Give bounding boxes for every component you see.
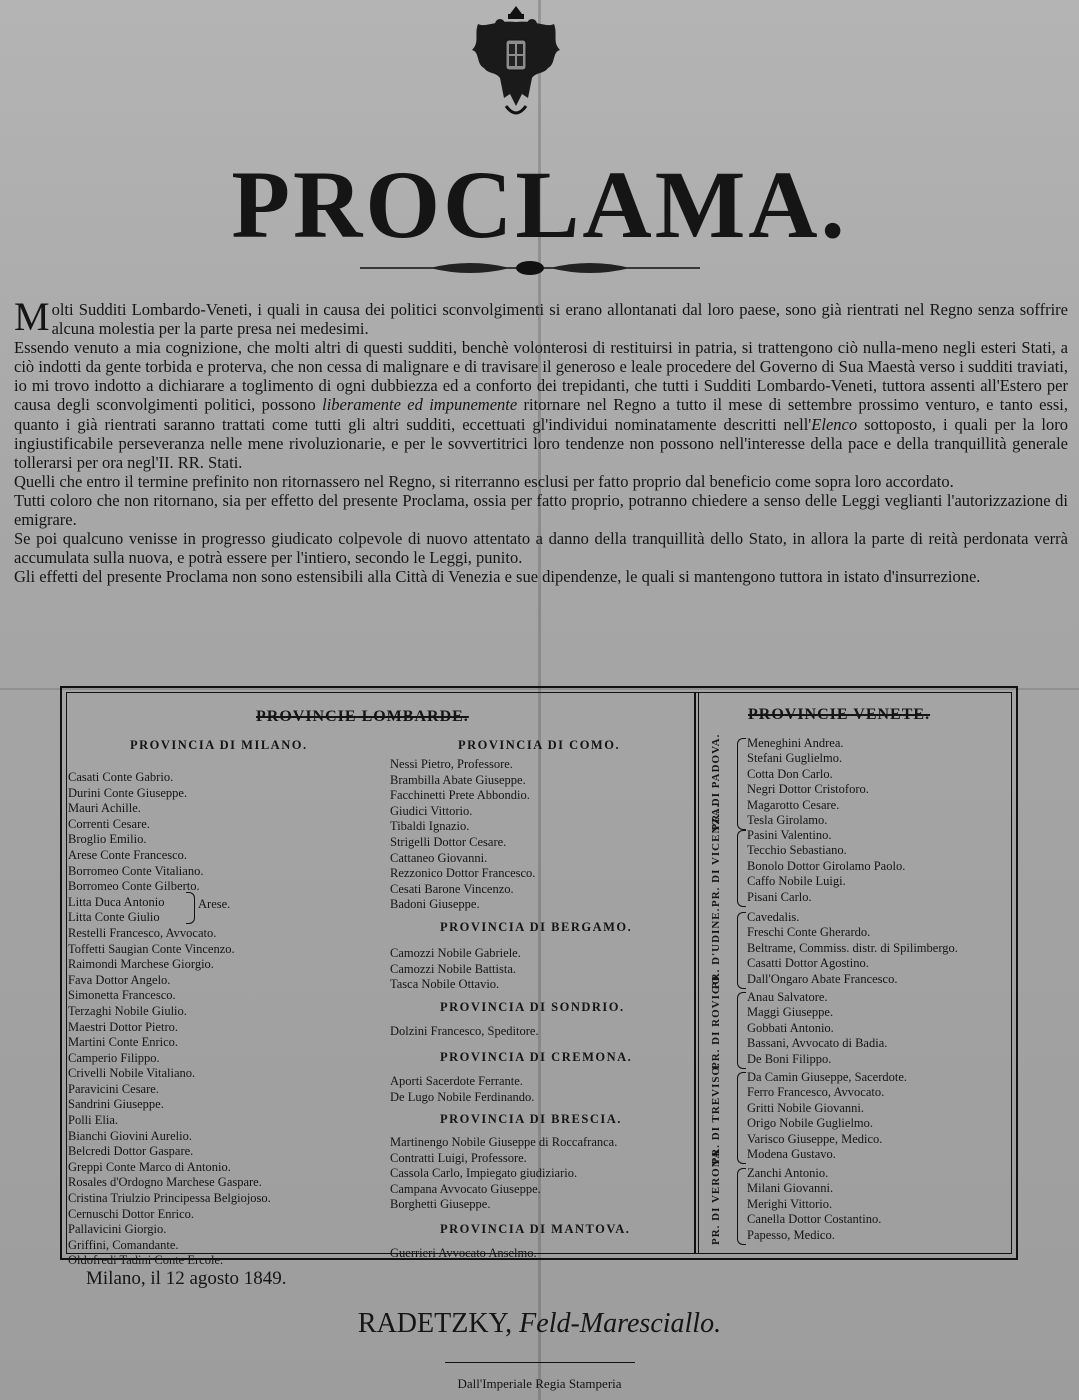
venete-province-list [747,1166,881,1243]
province-cremona-list [390,1074,534,1105]
person-name: Borghetti Giuseppe. [390,1197,491,1212]
person-name: Maestri Dottor Pietro. [68,1019,179,1034]
paragraph-4: Tutti coloro che non ritornano, sia per effetto del presente Proclama, ossia per fatto proprio, potranno chiedere a senso delle Leggi veglianti l'autorizzazione di emigrare. [14,490,1068,530]
person-name: Maggi Giuseppe. [747,1005,834,1020]
venete-brace [737,912,746,989]
person-name: Restelli Francesco, Avvocato. [68,925,217,940]
person-name: Cassola Carlo, Impiegato giudiziario. [390,1166,578,1181]
person-name: Magarotto Cesare. [747,797,840,812]
person-name: Contratti Luigi, Professore. [390,1150,527,1165]
venete-province-label: PR. DI TREVISO. [710,1062,722,1165]
person-name: Anau Salvatore. [747,990,828,1004]
venete-province-list [747,990,887,1067]
person-name: Toffetti Saugian Conte Vincenzo. [68,941,235,956]
person-name: Belcredi Dottor Gaspare. [68,1144,194,1159]
person-name: Tibaldi Ignazio. [390,819,470,834]
paragraph-6: Gli effetti del presente Proclama non sono estensibili alla Città di Venezia e sue dipendenze, le quali si mantengono tuttora in istato d'insurrezione. [14,567,981,587]
person-name: Fava Dottor Angelo. [68,972,171,987]
person-name: Terzaghi Nobile Giulio. [68,1003,187,1018]
person-name: Zanchi Antonio. [747,1166,829,1180]
proclamation-title: PROCLAMA. [231,151,848,258]
paragraph-2: Essendo venuto a mia cognizione, che molti altri di questi sudditi, benchè volonterosi di restituirsi in patria, si trattengono ciò nulla-meno negli esteri Stati, a ciò indotti da gente torbida e proterva, che non cessa di malignare e di travisare il generoso e leale procedere del Governo di Sua Maestà verso i sudditi traviati, io mi trovo indotto a dichiarare a toglimento di ogni dubbiezza ed a conforto dei trepidanti, che tutti i Sudditi Lombardo-Veneti, tuttora assenti all'Estero per causa degli sconvolgimenti politici, possono liberamente ed impunemente ritornare nel Regno a tutto il mese di settembre prossimo venturo, e tanto essi, quanto i già rientrati saranno trattati come tutti gli altri sudditi, eccettuati gl'individui nominatamente descritti nell'Elenco sottoposto, i quali per la loro ingiustificabile perseveranza nelle mene rivoluzionarie, e per le sovvertitrici loro tendenze non possono nell'interesse della pace e della tranquillità generale tollerarsi per ora negl'II. RR. Stati. [14,338,1068,472]
person-name: Varisco Giuseppe, Medico. [747,1131,883,1146]
person-name: Camperio Filippo. [68,1050,160,1065]
person-name: Campana Avvocato Giuseppe. [390,1181,541,1196]
person-name: Borromeo Conte Gilberto. [68,879,200,894]
province-milano-list [68,770,271,1269]
province-mantova-title: PROVINCIA DI MANTOVA. [440,1222,631,1236]
person-name: Modena Gustavo. [747,1147,836,1162]
signature: RADETZKY, Feld-Maresciallo. [357,1308,722,1339]
venete-province-list [747,1070,907,1162]
person-name: Mauri Achille. [68,801,141,816]
person-name: Negri Dottor Cristoforo. [747,782,869,797]
province-bergamo-title: PROVINCIA DI BERGAMO. [440,920,633,934]
paragraph-1: Molti Sudditi Lombardo-Veneti, i quali in causa dei politici sconvolgimenti si erano allontanati dal loro paese, sono già rientrati nel Regno senza soffrire alcuna molestia per la parte presa nei medesimi. [14,294,1068,339]
person-name: Milani Giovanni. [747,1181,834,1196]
person-name: Pasini Valentino. [747,828,832,842]
venete-province-label: PR. DI VERONA [710,1149,722,1245]
province-como-title: PROVINCIA DI COMO. [458,738,621,752]
person-name: Origo Nobile Guglielmo. [747,1116,874,1131]
printer-rule [445,1362,635,1363]
venete-brace [737,738,746,830]
province-como-list [390,757,535,913]
person-name: Giudici Vittorio. [390,803,473,818]
list-divider [694,692,696,1254]
person-name: Griffini, Comandante. [68,1237,179,1252]
person-name: Gritti Nobile Giovanni. [747,1100,864,1115]
venete-brace [737,1072,746,1164]
venete-province-list [747,828,905,905]
person-name: Oldofredi Tadini Conte Ercole. [68,1253,224,1268]
province-sondrio-list [390,1024,539,1040]
province-cremona-title: PROVINCIA DI CREMONA. [440,1050,633,1064]
person-name: Bassani, Avvocato di Badia. [747,1036,888,1051]
person-name: Beltrame, Commiss. distr. di Spilimbergo. [747,940,958,955]
person-name: Martinengo Nobile Giuseppe di Roccafranca. [390,1135,618,1149]
person-name: De Lugo Nobile Ferdinando. [390,1089,535,1104]
person-name: Paravicini Cesare. [68,1081,159,1096]
person-name: Strigelli Dottor Cesare. [390,834,507,849]
person-name: Facchinetti Prete Abbondio. [390,788,530,803]
paragraph-5: Se poi qualcuno venisse in progresso giudicato colpevole di nuovo attentato a danno della tranquillità dello Stato, in allora la parte di reità perdonata verrà accumulata sulla nuova, e potrà essere per l'intiero, secondo le Leggi, punito. [14,529,1068,568]
province-milano-title: PROVINCIA DI MILANO. [130,738,308,752]
person-name: Simonetta Francesco. [68,988,176,1003]
person-name: Litta Conte Giulio [68,910,160,925]
person-name: Dall'Ongaro Abate Francesco. [747,971,898,986]
litta-arese-note: Arese. [198,897,231,911]
person-name: Camozzi Nobile Battista. [390,961,517,976]
venete-province-label: PR. DI PADOVA. [710,733,722,831]
person-name: Caffo Nobile Luigi. [747,874,846,889]
person-name: Bianchi Giovini Aurelio. [68,1128,192,1143]
person-name: Casati Conte Gabrio. [68,770,174,784]
venete-brace [737,992,746,1069]
person-name: Papesso, Medico. [747,1227,835,1242]
venete-province-label: PR. D'UDINE. [710,907,722,989]
person-name: Canella Dottor Costantino. [747,1212,882,1227]
venete-province-list [747,736,869,828]
person-name: Stefani Guglielmo. [747,751,843,766]
issue-date: Milano, il 12 agosto 1849. [86,1268,287,1289]
person-name: Cattaneo Giovanni. [390,850,488,865]
paragraph-3: Quelli che entro il termine prefinito non ritornassero nel Regno, si riterranno esclusi per fatto proprio dal beneficio come sopra loro accordato. [14,471,954,491]
proclamation-body [14,294,1068,587]
printer-imprint: Dall'Imperiale Regia Stamperia [457,1376,622,1391]
person-name: Bonolo Dottor Girolamo Paolo. [747,858,906,873]
list-divider-inner [698,692,699,1254]
province-mantova-list [390,1246,537,1262]
person-name: Broglio Emilio. [68,832,147,847]
imperial-eagle-emblem [466,2,566,122]
person-name: Badoni Giuseppe. [390,897,480,912]
person-name: Freschi Conte Gherardo. [747,925,871,940]
person-name: Nessi Pietro, Professore. [390,757,513,771]
person-name: Arese Conte Francesco. [68,847,188,862]
person-name: Tesla Girolamo. [747,813,828,828]
person-name: Greppi Conte Marco di Antonio. [68,1159,231,1174]
person-name: Tecchio Sebastiano. [747,843,847,858]
province-brescia-title: PROVINCIA DI BRESCIA. [440,1112,622,1126]
person-name: Meneghini Andrea. [747,736,844,750]
province-sondrio-title: PROVINCIA DI SONDRIO. [440,1000,625,1014]
person-name: Camozzi Nobile Gabriele. [390,946,521,960]
province-brescia-list [390,1135,617,1213]
venete-province-label: PR. DI VICENZA. [710,803,722,907]
person-name: Rosales d'Ordogno Marchese Gaspare. [68,1175,262,1190]
person-name: De Boni Filippo. [747,1051,832,1066]
person-name: Gobbati Antonio. [747,1020,834,1035]
person-name: Cristina Triulzio Principessa Belgiojoso. [68,1191,271,1206]
person-name: Sandrini Giuseppe. [68,1097,164,1112]
person-name: Litta Duca Antonio [68,894,165,909]
venete-province-label: PR. DI ROVIGO [710,975,722,1069]
person-name: Rezzonico Dottor Francesco. [390,866,536,881]
person-name: Guerrieri Avvocato Anselmo. [390,1246,537,1260]
person-name: Durini Conte Giuseppe. [68,785,188,800]
person-name: Borromeo Conte Vitaliano. [68,863,204,878]
person-name: Cesati Barone Vincenzo. [390,881,514,896]
title-ornament [360,256,700,280]
person-name: Brambilla Abate Giuseppe. [390,772,526,787]
person-name: Crivelli Nobile Vitaliano. [68,1066,196,1081]
person-name: Casatti Dottor Agostino. [747,956,869,971]
person-name: Cavedalis. [747,910,800,924]
person-name: Martini Conte Enrico. [68,1035,179,1050]
person-name: Cernuschi Dottor Enrico. [68,1206,195,1221]
person-name: Raimondi Marchese Giorgio. [68,957,214,972]
person-name: Ferro Francesco, Avvocato. [747,1085,885,1100]
venete-brace [737,830,746,907]
person-name: Pallavicini Giorgio. [68,1222,167,1237]
person-name: Polli Elia. [68,1113,118,1128]
person-name: Pisani Carlo. [747,889,812,904]
venete-brace [737,1168,746,1245]
person-name: Aporti Sacerdote Ferrante. [390,1074,523,1088]
person-name: Cotta Don Carlo. [747,766,833,781]
person-name: Correnti Cesare. [68,816,150,831]
person-name: Dolzini Francesco, Speditore. [390,1024,539,1038]
venete-province-list [747,910,958,987]
header-lombarde: PROVINCIE LOMBARDE. [256,708,469,725]
person-name: Merighi Vittorio. [747,1196,833,1211]
province-bergamo-list [390,946,521,993]
header-venete: PROVINCIE VENETE. [748,706,931,723]
person-name: Da Camin Giuseppe, Sacerdote. [747,1070,908,1084]
drop-cap: M [14,294,50,339]
litta-brace [186,892,195,924]
person-name: Tasca Nobile Ottavio. [390,977,500,992]
